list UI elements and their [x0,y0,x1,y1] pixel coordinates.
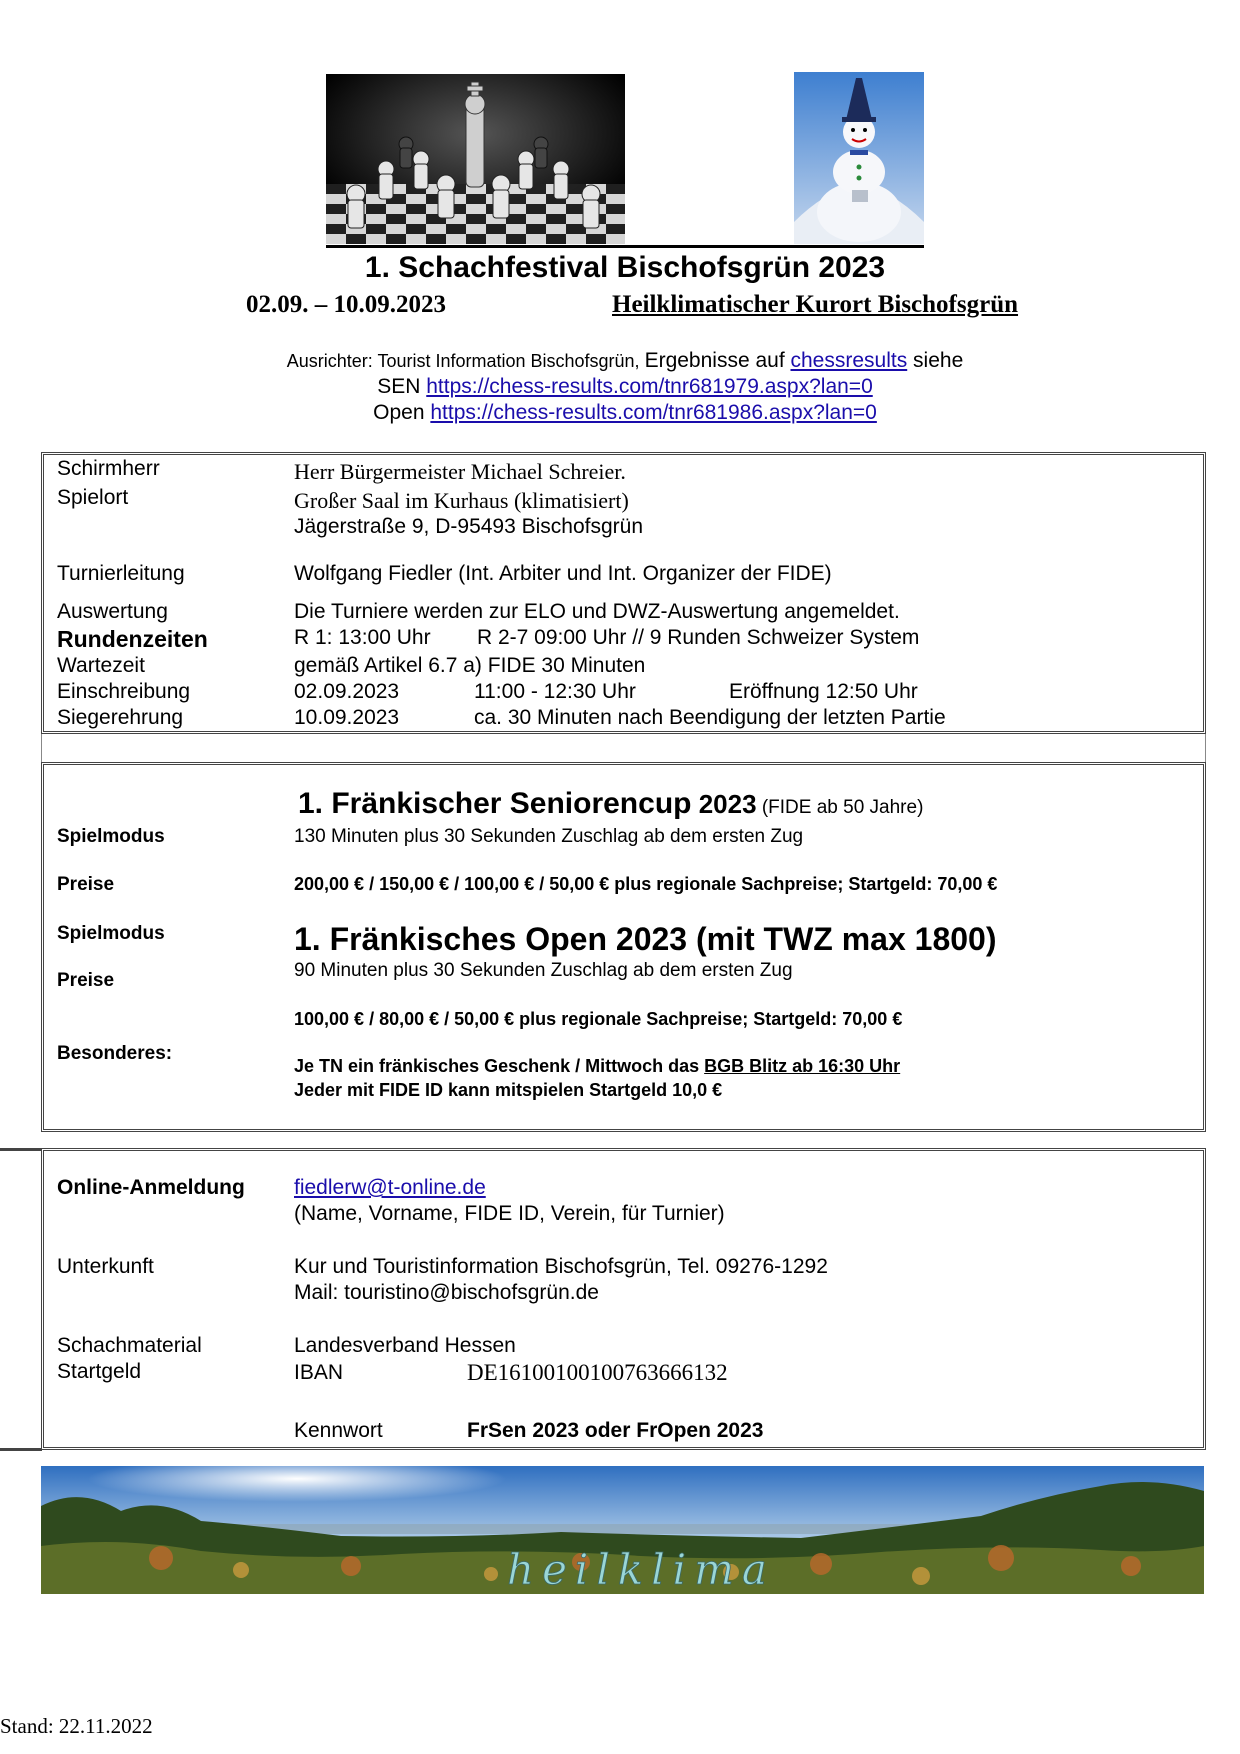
organizer-text: Ausrichter: Tourist Information Bischofsgrün, [286,351,645,371]
title-rule [326,245,924,248]
siegerehrung-date: 10.09.2023 [294,706,400,729]
spielort-value-1: Großer Saal im Kurhaus (klimatisiert) [294,488,629,513]
besonderes-text: Je TN ein fränkisches Geschenk / Mittwoch das [294,1056,705,1076]
open-preise-label: Preise [57,970,115,991]
online-anmeldung-label: Online-Anmeldung [57,1176,245,1199]
unterkunft-label: Unterkunft [57,1255,154,1278]
open-link-line [0,401,1240,425]
turnierleitung-label: Turnierleitung [57,562,185,585]
banner-text: heilklima [507,1545,775,1594]
senior-title: 1. Fränkischer Seniorencup [298,787,692,820]
stand-date: Stand: 22.11.2022 [0,1714,153,1738]
spielort-label: Spielort [57,486,129,509]
bgb-blitz-link[interactable]: BGB Blitz ab 16:30 Uhr [704,1056,901,1076]
senior-preise-label: Preise [57,874,115,895]
siegerehrung-time: ca. 30 Minuten nach Beendigung der letzten Partie [474,706,946,729]
page-title: 1. Schachfestival Bischofsgrün 2023 [364,251,886,284]
startgeld-label: Startgeld [57,1360,142,1383]
einschreibung-label: Einschreibung [57,680,191,703]
snowman-image [794,72,924,244]
turnierleitung-value: Wolfgang Fiedler (Int. Arbiter und Int. Organizer der FIDE) [294,562,832,585]
box3-bottom-left-rule [0,1448,42,1451]
siegerehrung-label: Siegerehrung [57,706,184,729]
open-label: Open [373,401,431,424]
festival-dates: 02.09. – 10.09.2023 [246,291,446,318]
schirmherr-value: Herr Bürgermeister Michael Schreier. [294,459,626,484]
rundenzeiten-r1: R 1: 13:00 Uhr [294,626,431,649]
sen-link-line [0,375,1240,399]
schachmaterial-value: Landesverband Hessen [294,1334,516,1357]
rundenzeiten-r2-7: R 2-7 09:00 Uhr // 9 Runden Schweizer System [477,626,920,649]
open-results-link[interactable]: https://chess-results.com/tnr681986.aspx?lan=0 [430,401,877,424]
festival-location: Heilklimatischer Kurort Bischofsgrün [612,291,1019,318]
box-gap [41,734,1206,762]
senior-prizes: 200,00 € / 150,00 € / 100,00 € / 50,00 € plus regionale Sachpreise; Startgeld: 70,00 € [294,874,998,894]
wartezeit-label: Wartezeit [57,654,145,677]
sen-label: SEN [377,375,427,398]
unterkunft-value-1: Kur und Touristinformation Bischofsgrün, Tel. 09276-1292 [294,1255,828,1278]
senior-title-line [298,787,923,821]
results-suffix: siehe [907,349,964,372]
kennwort-value: FrSen 2023 oder FrOpen 2023 [467,1419,764,1442]
iban-label: IBAN [294,1361,344,1384]
iban-value: DE16100100100763666132 [467,1360,728,1385]
kennwort-label: Kennwort [294,1419,383,1442]
sen-results-link[interactable]: https://chess-results.com/tnr681979.aspx?lan=0 [426,375,873,398]
open-mode: 90 Minuten plus 30 Sekunden Zuschlag ab dem ersten Zug [294,960,793,981]
rundenzeiten-label: Rundenzeiten [57,626,208,652]
registration-note: (Name, Vorname, FIDE ID, Verein, für Turnier) [294,1202,725,1225]
chessresults-link[interactable]: chessresults [790,349,908,372]
schachmaterial-label: Schachmaterial [57,1334,202,1357]
besonderes-line-2: Jeder mit FIDE ID kann mitspielen Startgeld 10,0 € [294,1080,723,1100]
heilklima-banner [41,1466,1204,1594]
wartezeit-value: gemäß Artikel 6.7 a) FIDE 30 Minuten [294,654,646,677]
senior-spielmodus-label: Spielmodus [57,826,165,847]
auswertung-value: Die Turniere werden zur ELO und DWZ-Auswertung angemeldet. [294,600,900,623]
open-prizes: 100,00 € / 80,00 € / 50,00 € plus regionale Sachpreise; Startgeld: 70,00 € [294,1009,903,1029]
spielort-value-2: Jägerstraße 9, D-95493 Bischofsgrün [294,515,644,538]
unterkunft-value-2: Mail: touristino@bischofsgrün.de [294,1281,599,1304]
senior-note: (FIDE ab 50 Jahre) [756,797,924,818]
senior-year: 2023 [691,789,757,819]
besonderes-line-1 [294,1056,900,1077]
results-text: Ergebnisse auf [644,349,791,372]
registration-email-link[interactable]: fiedlerw@t-online.de [294,1176,486,1199]
besonderes-label: Besonderes: [57,1043,173,1064]
einschreibung-date: 02.09.2023 [294,680,400,703]
auswertung-label: Auswertung [57,600,168,623]
schirmherr-label: Schirmherr [57,457,160,480]
open-spielmodus-label: Spielmodus [57,923,165,944]
open-title: 1. Fränkisches Open 2023 (mit TWZ max 1800) [294,921,997,957]
chess-pieces-image [326,74,625,244]
box3-left-rule [0,1148,42,1151]
einschreibung-opening: Eröffnung 12:50 Uhr [729,680,918,703]
einschreibung-time: 11:00 - 12:30 Uhr [474,680,636,703]
senior-mode: 130 Minuten plus 30 Sekunden Zuschlag ab dem ersten Zug [294,826,804,847]
organizer-line [0,349,1240,373]
